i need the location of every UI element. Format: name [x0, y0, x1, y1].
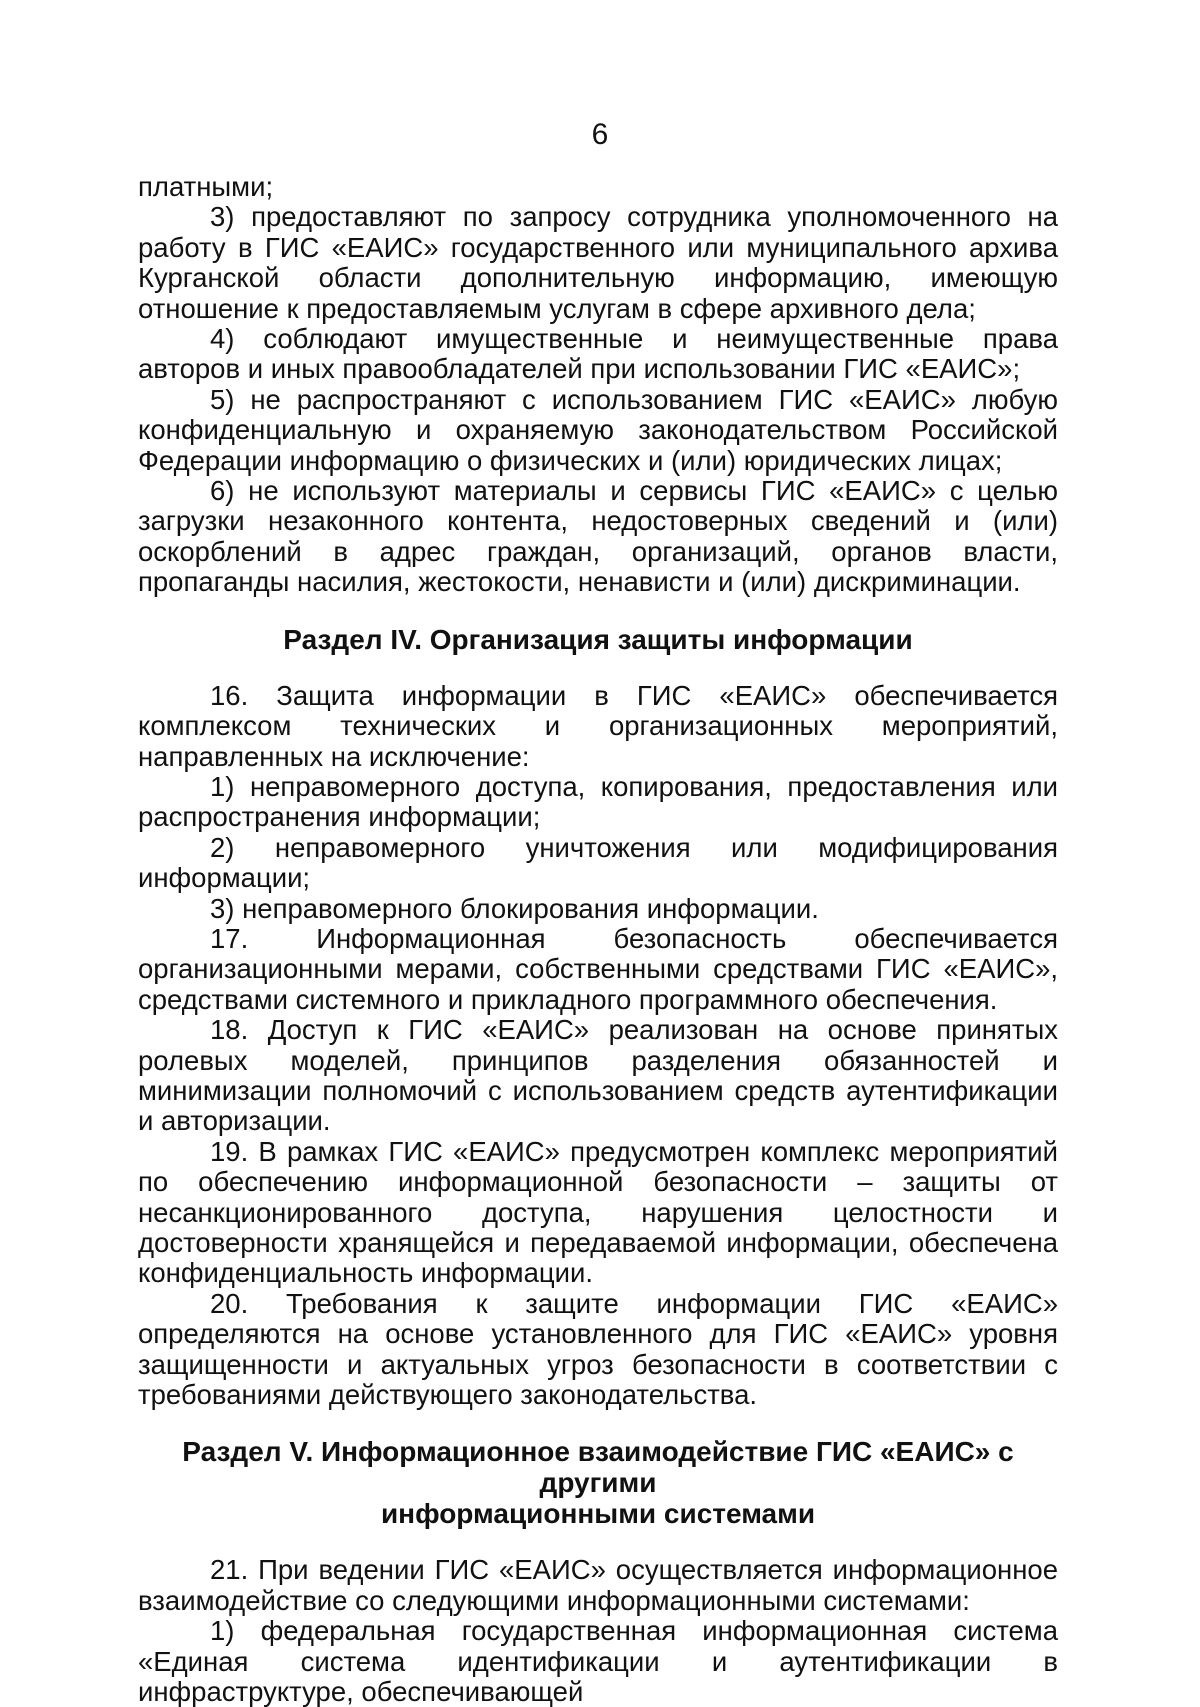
- list-item-4: 4) соблюдают имущественные и неимущественные права авторов и иных правообладателей при использовании ГИС «ЕАИС»;: [138, 323, 1058, 385]
- clause-16: 16. Защита информации в ГИС «ЕАИС» обеспечивается комплексом технических и организационных мероприятий, направленных на исключение:: [138, 679, 1058, 772]
- clause-16-item-3: 3) неправомерного блокирования информации.: [210, 892, 819, 924]
- list-item-3: 3) предоставляют по запросу сотрудника уполномоченного на работу в ГИС «ЕАИС» государственного или муниципального архива Курганской области дополнительную информацию, имеющую отношение к предоставляемым услугам в сфере архивного дела;: [138, 201, 1058, 324]
- page-number: 6: [591, 118, 609, 151]
- clause-21-item-1: 1) федеральная государственная информационная система «Единая система идентификации и аутентификации в инфраструктуре, обеспечивающей: [138, 1615, 1058, 1707]
- clause-21: 21. При ведении ГИС «ЕАИС» осуществляется информационное взаимодействие со следующими информационными системами:: [138, 1554, 1058, 1616]
- section-5-heading-line-1: Раздел V. Информационное взаимодействие ГИС «ЕАИС» с другими: [182, 1436, 1014, 1499]
- clause-16-item-2: 2) неправомерного уничтожения или модифицирования информации;: [138, 831, 1058, 894]
- document-body: [138, 172, 1058, 1707]
- list-item-6: 6) не используют материалы и сервисы ГИС «ЕАИС» с целью загрузки незаконного контента, недостоверных сведений и (или) оскорблений в адрес граждан, организаций, органов власти, пропаганды насилия, жестокости, ненависти и (или) дискриминации.: [138, 475, 1058, 598]
- list-item-5: 5) не распространяют с использованием ГИС «ЕАИС» любую конфиденциальную и охраняемую законодательством Российской Федерации информацию о физических и (или) юридических лицах;: [138, 383, 1058, 476]
- clause-18: 18. Доступ к ГИС «ЕАИС» реализован на основе принятых ролевых моделей, принципов разделения обязанностей и минимизации полномочий с использованием средств аутентификации и авторизации.: [138, 1014, 1058, 1137]
- clause-17: 17. Информационная безопасность обеспечивается организационными мерами, собственными средствами ГИС «ЕАИС», средствами системного и прикладного программного обеспечения.: [138, 922, 1058, 1015]
- section-5-heading: [138, 1436, 1058, 1529]
- clause-19: 19. В рамках ГИС «ЕАИС» предусмотрен комплекс мероприятий по обеспечению информационной безопасности – защиты от несанкционированного доступа, нарушения целостности и достоверности хранящейся и передаваемой информации, обеспечена конфиденциальность информации.: [138, 1135, 1058, 1289]
- clause-16-item-1: 1) неправомерного доступа, копирования, предоставления или распространения информации;: [138, 770, 1058, 833]
- paragraph-continuation: платными;: [138, 171, 274, 202]
- section-5-heading-line-2: информационными системами: [380, 1498, 816, 1530]
- clause-20: 20. Требования к защите информации ГИС «ЕАИС» определяются на основе установленного для ГИС «ЕАИС» уровня защищенности и актуальных угроз безопасности в соответствии с требованиями действующего законодательства.: [138, 1287, 1058, 1411]
- section-4-heading: Раздел IV. Организация защиты информации: [283, 623, 913, 655]
